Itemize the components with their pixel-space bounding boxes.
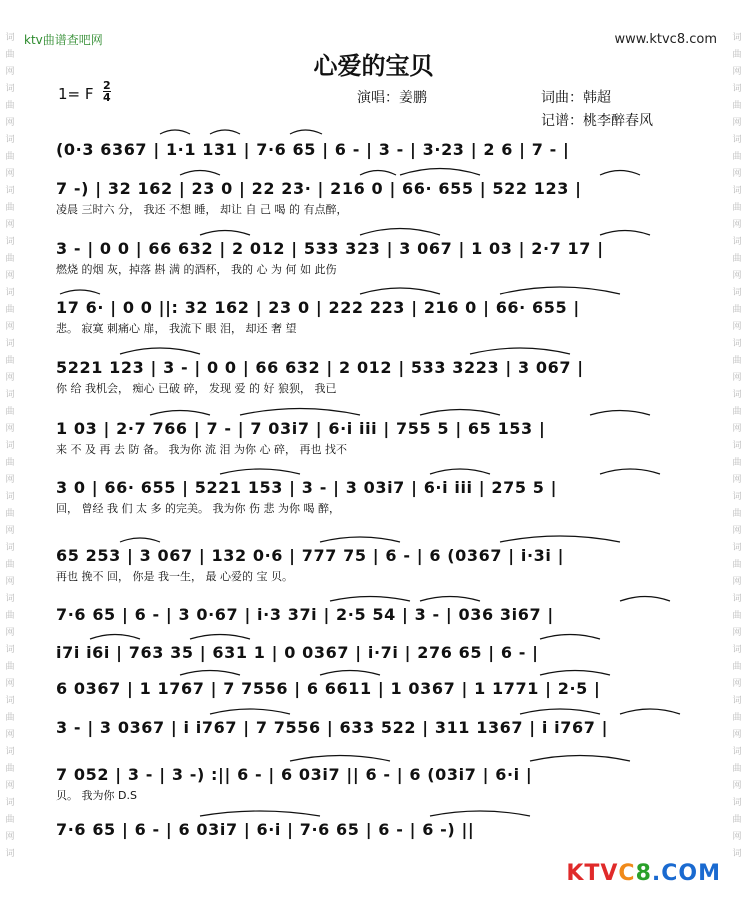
watermark-char: 曲 (732, 152, 742, 162)
watermark-char: 词 (732, 798, 742, 808)
jianpu-notation: (0·3 6367 | 1·1 131 | 7·6 65 | 6 - | 3 - | 3·23 | 2 6 | 7 - | (56, 140, 570, 159)
jianpu-notation: 3 - | 0 0 | 66 632 | 2 012 | 533 323 | 3 067 | 1 03 | 2·7 17 | (56, 239, 604, 258)
watermark-char: 网 (5, 373, 15, 383)
watermark-char: 曲 (732, 509, 742, 519)
watermark-char: 词 (732, 441, 742, 451)
watermark-char: 曲 (732, 203, 742, 213)
watermark-char: 曲 (5, 101, 15, 111)
watermark-char: 词 (732, 339, 742, 349)
watermark-char: 词 (732, 543, 742, 553)
watermark-char: 曲 (5, 611, 15, 621)
watermark-char: 网 (732, 832, 742, 842)
jianpu-notation: 7·6 65 | 6 - | 6 03i7 | 6·i | 7·6 65 | 6 - | 6 -) || (56, 820, 475, 839)
watermark-char: 曲 (732, 815, 742, 825)
watermark-char: 词 (732, 135, 742, 145)
logo-part-8: 8 (635, 861, 652, 886)
lyrics: 燃烧 的烟 灰，掉落 斟 满 的酒杯， 我的 心 为 何 如 此伤 (56, 263, 337, 276)
logo-part-com: .COM (651, 861, 721, 886)
watermark-char: 网 (732, 730, 742, 740)
watermark-char: 词 (5, 747, 15, 757)
watermark-char: 网 (732, 373, 742, 383)
jianpu-notation: 6 0367 | 1 1767 | 7 7556 | 6 6611 | 1 0367 | 1 1771 | 2·5 | (56, 679, 601, 698)
watermark-char: 网 (732, 424, 742, 434)
watermark-char: 词 (5, 441, 15, 451)
watermark-char: 曲 (732, 50, 742, 60)
watermark-char: 曲 (732, 305, 742, 315)
watermark-char: 曲 (5, 152, 15, 162)
site-name-watermark: ktv曲谱查吧网 (24, 33, 103, 47)
watermark-char: 曲 (5, 509, 15, 519)
watermark-char: 词 (5, 84, 15, 94)
lyrics: 贝。 我为你 D.S (56, 789, 137, 802)
watermark-char: 曲 (5, 203, 15, 213)
watermark-char: 词 (5, 543, 15, 553)
watermark-char: 词 (732, 237, 742, 247)
watermark-char: 词 (5, 135, 15, 145)
jianpu-notation: 7 052 | 3 - | 3 -) :|| 6 - | 6 03i7 || 6 - | 6 (03i7 | 6·i | (56, 765, 533, 784)
watermark-char: 网 (732, 169, 742, 179)
watermark-char: 网 (732, 526, 742, 536)
jianpu-notation: 7·6 65 | 6 - | 3 0·67 | i·3 37i | 2·5 54 | 3 - | 036 3i67 | (56, 605, 554, 624)
lyrics: 你 给 我机会， 痴心 已破 碎， 发现 爱 的 好 狼狈， 我已 (56, 382, 337, 395)
watermark-char: 词 (5, 492, 15, 502)
watermark-char: 网 (732, 679, 742, 689)
composer-credit: 词曲：韩超 (541, 90, 611, 106)
lyrics: 来 不 及 再 去 防 备。 我为你 流 泪 为你 心 碎， 再也 找不 (56, 443, 347, 456)
watermark-char: 曲 (5, 50, 15, 60)
watermark-char: 曲 (5, 815, 15, 825)
singer-credit: 演唱：姜鹏 (357, 90, 427, 106)
watermark-char: 网 (732, 322, 742, 332)
ktvc8-logo (566, 861, 721, 886)
watermark-char: 网 (5, 475, 15, 485)
watermark-char: 词 (732, 696, 742, 706)
watermark-char: 网 (732, 67, 742, 77)
watermark-char: 曲 (732, 713, 742, 723)
watermark-char: 网 (5, 730, 15, 740)
watermark-char: 曲 (5, 407, 15, 417)
time-signature-top: 2 (103, 79, 111, 92)
watermark-char: 词 (732, 84, 742, 94)
watermark-char: 词 (732, 747, 742, 757)
song-title: 心爱的宝贝 (313, 51, 434, 80)
lyrics: 回， 曾经 我 们 太 多 的完美。 我为你 伤 悲 为你 喝 醉， (56, 502, 340, 515)
watermark-char: 网 (5, 526, 15, 536)
watermark-char: 词 (732, 849, 742, 859)
watermark-char: 网 (5, 577, 15, 587)
watermark-char: 曲 (5, 254, 15, 264)
jianpu-notation: 17 6· | 0 0 ||: 32 162 | 23 0 | 222 223 | 216 0 | 66· 655 | (56, 298, 580, 317)
watermark-char: 词 (5, 849, 15, 859)
watermark-char: 曲 (5, 713, 15, 723)
watermark-char: 词 (732, 186, 742, 196)
watermark-char: 词 (5, 645, 15, 655)
watermark-char: 曲 (5, 356, 15, 366)
watermark-char: 词 (732, 33, 742, 43)
jianpu-notation: 3 - | 3 0367 | i i767 | 7 7556 | 633 522 | 311 1367 | i i767 | (56, 718, 609, 737)
watermark-char: 网 (5, 781, 15, 791)
watermark-char: 词 (5, 390, 15, 400)
watermark-char: 词 (5, 798, 15, 808)
watermark-char: 网 (732, 577, 742, 587)
lyrics: 悲。 寂寞 刺痛心 扉， 我流下 眼 泪， 却还 奢 望 (56, 322, 297, 335)
watermark-char: 词 (5, 339, 15, 349)
key-signature: 1= F (58, 85, 94, 103)
watermark-char: 网 (732, 220, 742, 230)
jianpu-notation: 5221 123 | 3 - | 0 0 | 66 632 | 2 012 | 533 3223 | 3 067 | (56, 358, 584, 377)
watermark-char: 网 (5, 628, 15, 638)
watermark-char: 曲 (732, 662, 742, 672)
watermark-char: 曲 (732, 611, 742, 621)
lyrics: 凌晨 三时六 分， 我还 不想 睡， 却让 自 己 喝 的 有点醉， (56, 203, 348, 216)
watermark-char: 网 (5, 679, 15, 689)
jianpu-notation: 7 -) | 32 162 | 23 0 | 22 23· | 216 0 | 66· 655 | 522 123 | (56, 179, 582, 198)
jianpu-notation: 3 0 | 66· 655 | 5221 153 | 3 - | 3 03i7 | 6·i iii | 275 5 | (56, 478, 558, 497)
watermark-char: 词 (5, 237, 15, 247)
watermark-char: 词 (732, 288, 742, 298)
watermark-char: 曲 (732, 458, 742, 468)
watermark-char: 曲 (732, 101, 742, 111)
watermark-char: 曲 (5, 458, 15, 468)
logo-part-ktv: KTV (566, 861, 619, 886)
watermark-char: 词 (732, 645, 742, 655)
watermark-char: 词 (5, 186, 15, 196)
lyrics: 再也 挽不 回， 你是 我一生， 最 心爱的 宝 贝。 (56, 570, 293, 583)
watermark-char: 曲 (732, 407, 742, 417)
watermark-char: 网 (5, 118, 15, 128)
watermark-char: 词 (732, 594, 742, 604)
watermark-char: 网 (732, 271, 742, 281)
watermark-char: 曲 (5, 560, 15, 570)
watermark-char: 曲 (732, 560, 742, 570)
watermark-char: 网 (5, 424, 15, 434)
watermark-char: 网 (5, 169, 15, 179)
jianpu-notation: 65 253 | 3 067 | 132 0·6 | 777 75 | 6 - | 6 (0367 | i·3i | (56, 546, 565, 565)
time-signature-bottom: 4 (103, 91, 111, 104)
jianpu-notation: i7i i6i | 763 35 | 631 1 | 0 0367 | i·7i | 276 65 | 6 - | (56, 643, 539, 662)
watermark-char: 曲 (732, 764, 742, 774)
watermark-char: 网 (732, 628, 742, 638)
watermark-char: 网 (5, 322, 15, 332)
watermark-char: 曲 (5, 662, 15, 672)
watermark-char: 词 (732, 390, 742, 400)
watermark-char: 词 (5, 594, 15, 604)
watermark-char: 网 (5, 67, 15, 77)
logo-part-c: C (618, 861, 636, 886)
notator-credit: 记谱：桃李醉春风 (541, 113, 653, 129)
watermark-char: 网 (5, 220, 15, 230)
jianpu-notation: 1 03 | 2·7 766 | 7 - | 7 03i7 | 6·i iii | 755 5 | 65 153 | (56, 419, 546, 438)
watermark-char: 曲 (732, 356, 742, 366)
watermark-char: 词 (732, 492, 742, 502)
watermark-char: 网 (5, 271, 15, 281)
watermark-char: 词 (5, 33, 15, 43)
site-url-watermark: www.ktvc8.com (614, 32, 717, 47)
watermark-char: 词 (5, 696, 15, 706)
watermark-char: 词 (5, 288, 15, 298)
watermark-char: 曲 (732, 254, 742, 264)
watermark-char: 网 (732, 118, 742, 128)
watermark-char: 网 (5, 832, 15, 842)
watermark-char: 网 (732, 475, 742, 485)
watermark-char: 网 (732, 781, 742, 791)
watermark-char: 曲 (5, 764, 15, 774)
watermark-char: 曲 (5, 305, 15, 315)
